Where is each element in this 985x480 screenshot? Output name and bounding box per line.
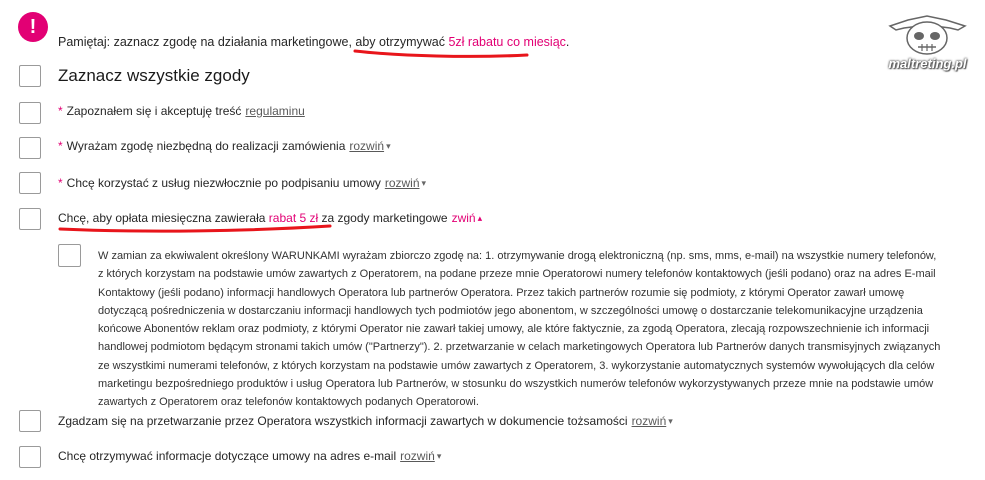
- chevron-down-icon[interactable]: ▾: [436, 451, 442, 461]
- discount-highlight: rabat 5 zł: [268, 211, 319, 225]
- alert-exclamation-icon: !: [18, 12, 48, 42]
- email-info-consent-checkbox[interactable]: [19, 446, 41, 468]
- required-marker: *: [58, 104, 63, 118]
- select-all-label: Zaznacz wszystkie zgody: [58, 66, 250, 85]
- watermark: [880, 8, 975, 74]
- immediate-service-label: * Chcę korzystać z usług niezwłocznie po podpisaniu umowy rozwiń ▾: [58, 176, 427, 190]
- order-consent-label: * Wyrażam zgodę niezbędną do realizacji zamówienia rozwiń ▾: [58, 139, 391, 153]
- expand-link[interactable]: rozwiń: [631, 414, 667, 428]
- expand-link[interactable]: rozwiń: [349, 139, 385, 153]
- marketing-consent-description: W zamian za ekwiwalent określony WARUNKAMI wyrażam zbiorczo zgodę na: 1. otrzymywanie drogą elektroniczną (np. sms, mms, e-mail) na wszystkie numery telefonów, z których korzystam na podstawie umów zawartych z Operatorem, na podane przeze mnie Operatorowi numery telefonów kontaktowych (jeśli podano) oraz na adres E-mail Kontaktowy (jeśli podano) informacji handlowych Operatora lub partnerów Operatora. Przez takich partnerów rozumie się podmioty, z którymi Operator zawarł umowę dotyczącą pośredniczenia w dostarczaniu informacji handlowych tych podmiotów jego abonentom, w szczególności umowę o dostarczanie telekomunikacyjne urządzenia końcowe Abonentów reklam oraz podmioty, z którymi Operator nie zawarł takiej umowy, ale które faktycznie, za zgodą Operatora, zlecają rozpowszechnienie ich informacji handlowej podmiotom będącym stronami takich umów ("Partnerzy"). 2. przetwarzanie w celach marketingowych Operatora lub Partnerów danych transmisyjnych związanych ze wszystkimi numerami telefonów, z których korzystam na podstawie umów zawartych z Operatorem, 3. wykorzystanie automatycznych systemów wywołujących dla celów marketingu bezpośredniego produktów i usług Operatora lub Partnerów, w stosunku do wszystkich numerów telefonów wykorzystywanych przeze mnie na podstawie umów zawartych z Operatorem oraz telefonów kontaktowych podanych Operatorowi.: [98, 250, 941, 409]
- watermark-text: maltreting.pl: [888, 56, 967, 71]
- chevron-down-icon[interactable]: ▾: [386, 141, 391, 151]
- terms-link[interactable]: regulaminu: [245, 104, 305, 118]
- chevron-down-icon[interactable]: ▾: [668, 416, 673, 426]
- marketing-reminder: [58, 35, 569, 49]
- reminder-text: Pamiętaj: zaznacz zgodę na działania marketingowe, aby otrzymywać: [58, 35, 445, 49]
- marketing-discount-label: Chcę, aby opłata miesięczna zawierała rabat 5 zł za zgody marketingowe zwiń ▴: [58, 211, 483, 225]
- terms-consent-checkbox[interactable]: [19, 102, 41, 124]
- select-all-checkbox[interactable]: [19, 65, 41, 87]
- chevron-down-icon[interactable]: ▾: [421, 178, 427, 188]
- reminder-underline-stroke: [355, 51, 527, 56]
- terms-consent-label: * Zapoznałem się i akceptuję treść regulaminu: [58, 104, 305, 118]
- collapse-link[interactable]: zwiń: [451, 211, 476, 225]
- reminder-suffix: .: [565, 35, 570, 49]
- marketing-bundle-checkbox[interactable]: [58, 244, 81, 267]
- order-consent-checkbox[interactable]: [19, 137, 41, 159]
- required-marker: *: [58, 139, 63, 153]
- email-info-consent-label: Chcę otrzymywać informacje dotyczące umowy na adres e-mail rozwiń ▾: [58, 449, 442, 463]
- expand-link[interactable]: rozwiń: [384, 176, 420, 190]
- required-marker: *: [58, 176, 63, 190]
- marketing-discount-checkbox[interactable]: [19, 208, 41, 230]
- chevron-up-icon[interactable]: ▴: [477, 213, 483, 223]
- immediate-service-checkbox[interactable]: [19, 172, 41, 194]
- skull-icon: [880, 8, 975, 60]
- expand-link[interactable]: rozwiń: [400, 449, 435, 463]
- discount-underline-stroke: [60, 226, 330, 231]
- reminder-discount-highlight: 5zł rabatu co miesiąc: [448, 35, 566, 49]
- id-document-consent-label: Zgadzam się na przetwarzanie przez Operatora wszystkich informacji zawartych w dokumencie tożsamości rozwiń ▾: [58, 414, 673, 428]
- id-document-consent-checkbox[interactable]: [19, 410, 41, 432]
